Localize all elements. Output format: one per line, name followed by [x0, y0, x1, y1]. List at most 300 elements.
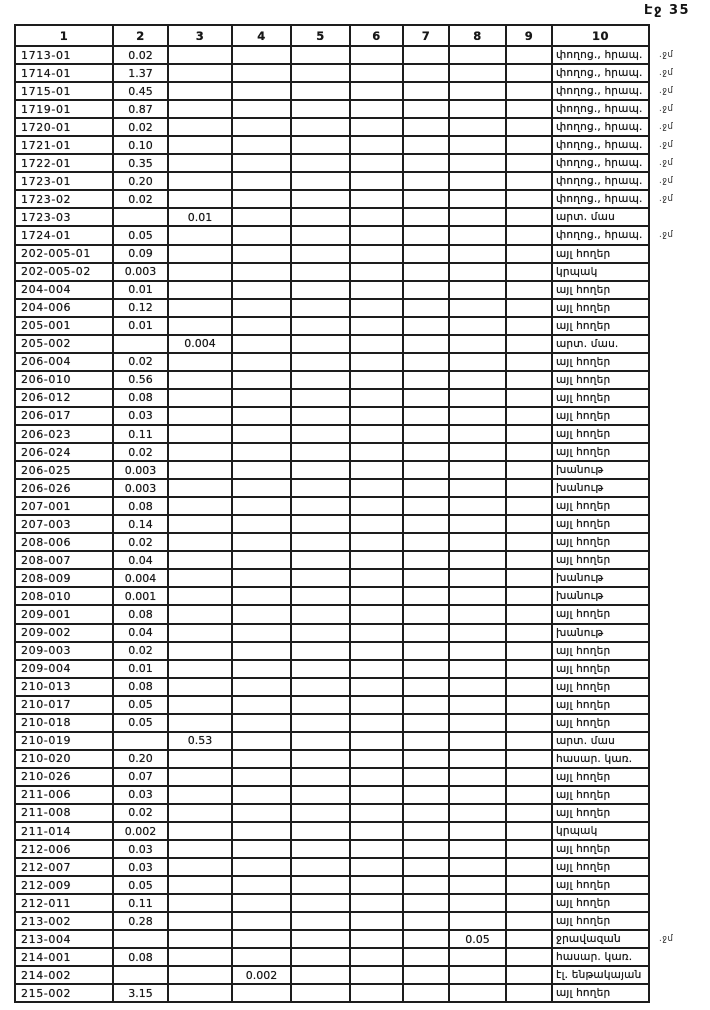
cell-parcel-code: 1713-01: [15, 46, 113, 64]
cell-value-col2: 0.08: [113, 605, 168, 623]
cell-land-use: այլ հողեր: [552, 678, 649, 696]
cell-value-col8: [449, 804, 506, 822]
cell-value-col3: [168, 858, 232, 876]
table-row: [15, 605, 709, 623]
cell-value-col7: [403, 190, 449, 208]
table-row: [15, 226, 709, 244]
cell-land-use: այլ հողեր: [552, 804, 649, 822]
table-row: [15, 966, 709, 984]
cell-value-col5: [291, 371, 350, 389]
cell-value-col4: [232, 118, 291, 136]
cell-parcel-code: 206-010: [15, 371, 113, 389]
cell-value-col7: [403, 750, 449, 768]
cell-value-col3: [168, 569, 232, 587]
cell-value-col7: [403, 497, 449, 515]
margin-note: [649, 389, 709, 407]
cell-value-col6: [350, 984, 403, 1002]
cell-value-col2: 0.87: [113, 100, 168, 118]
cell-parcel-code: 210-020: [15, 750, 113, 768]
table-row: [15, 678, 709, 696]
cell-value-col9: [506, 136, 552, 154]
cell-value-col3: [168, 190, 232, 208]
margin-note: [649, 912, 709, 930]
margin-note: [649, 750, 709, 768]
cell-land-use: այլ հողեր: [552, 281, 649, 299]
cell-value-col3: [168, 696, 232, 714]
cell-land-use: այլ հողեր: [552, 605, 649, 623]
margin-note: [649, 786, 709, 804]
cell-value-col6: [350, 136, 403, 154]
cell-value-col2: 0.02: [113, 642, 168, 660]
cell-value-col6: [350, 299, 403, 317]
cell-value-col5: [291, 984, 350, 1002]
cell-parcel-code: 1723-02: [15, 190, 113, 208]
cell-parcel-code: 205-001: [15, 317, 113, 335]
cell-value-col7: [403, 407, 449, 425]
cell-value-col5: [291, 317, 350, 335]
cell-value-col6: [350, 948, 403, 966]
cell-value-col3: [168, 624, 232, 642]
cell-value-col2: 0.04: [113, 624, 168, 642]
margin-note: [649, 515, 709, 533]
cell-value-col9: [506, 245, 552, 263]
cell-value-col6: [350, 461, 403, 479]
cell-value-col3: [168, 389, 232, 407]
cell-value-col5: [291, 425, 350, 443]
cell-value-col5: [291, 894, 350, 912]
cell-value-col9: [506, 281, 552, 299]
cell-value-col6: [350, 930, 403, 948]
cell-value-col5: [291, 136, 350, 154]
cell-value-col4: [232, 822, 291, 840]
cell-value-col8: [449, 894, 506, 912]
cell-value-col7: [403, 930, 449, 948]
cell-land-use: հասար. կառ.: [552, 948, 649, 966]
cell-land-use: այլ հողեր: [552, 642, 649, 660]
cell-parcel-code: 1722-01: [15, 154, 113, 172]
cell-value-col6: [350, 894, 403, 912]
margin-note: [649, 263, 709, 281]
cell-value-col6: [350, 569, 403, 587]
cell-value-col7: [403, 154, 449, 172]
cell-value-col9: [506, 678, 552, 696]
cell-value-col2: 0.20: [113, 172, 168, 190]
margin-note: [649, 840, 709, 858]
cell-value-col8: [449, 245, 506, 263]
cell-value-col2: 0.56: [113, 371, 168, 389]
cell-parcel-code: 213-004: [15, 930, 113, 948]
cell-value-col4: [232, 984, 291, 1002]
cell-value-col3: [168, 443, 232, 461]
margin-note: [649, 407, 709, 425]
cell-value-col8: [449, 136, 506, 154]
cell-value-col9: [506, 154, 552, 172]
cell-parcel-code: 212-009: [15, 876, 113, 894]
cell-value-col4: [232, 732, 291, 750]
cell-parcel-code: 210-026: [15, 768, 113, 786]
cell-value-col9: [506, 750, 552, 768]
cell-land-use: խանութ: [552, 461, 649, 479]
cell-value-col6: [350, 786, 403, 804]
cell-value-col2: 0.07: [113, 768, 168, 786]
cell-value-col9: [506, 822, 552, 840]
cell-parcel-code: 206-012: [15, 389, 113, 407]
cell-value-col9: [506, 353, 552, 371]
table-row: [15, 100, 709, 118]
cell-value-col4: [232, 894, 291, 912]
cell-value-col7: [403, 587, 449, 605]
cell-value-col2: 0.003: [113, 479, 168, 497]
cell-value-col2: 0.08: [113, 497, 168, 515]
column-header-1: 1: [15, 25, 113, 46]
cell-value-col8: [449, 587, 506, 605]
table-row: [15, 299, 709, 317]
cell-value-col7: [403, 876, 449, 894]
margin-note: [649, 714, 709, 732]
margin-note: [649, 660, 709, 678]
cell-value-col9: [506, 335, 552, 353]
cell-value-col8: [449, 876, 506, 894]
cell-value-col2: 0.03: [113, 840, 168, 858]
table-row: [15, 642, 709, 660]
cell-value-col4: [232, 389, 291, 407]
cell-value-col5: [291, 479, 350, 497]
cell-value-col5: [291, 353, 350, 371]
cell-land-use: արտ. մաս.: [552, 335, 649, 353]
cell-value-col3: [168, 226, 232, 244]
cell-value-col2: [113, 966, 168, 984]
cell-value-col6: [350, 696, 403, 714]
cell-value-col5: [291, 118, 350, 136]
cell-value-col4: [232, 64, 291, 82]
cell-value-col4: [232, 154, 291, 172]
cell-value-col9: [506, 461, 552, 479]
table-row: [15, 840, 709, 858]
data-table: [14, 24, 710, 1003]
cell-value-col8: [449, 208, 506, 226]
cell-value-col8: [449, 786, 506, 804]
cell-value-col8: [449, 732, 506, 750]
cell-value-col8: [449, 172, 506, 190]
margin-note: [649, 984, 709, 1002]
cell-value-col6: [350, 678, 403, 696]
cell-value-col2: 0.09: [113, 245, 168, 263]
cell-value-col5: [291, 533, 350, 551]
cell-value-col6: [350, 226, 403, 244]
cell-value-col4: [232, 912, 291, 930]
cell-value-col6: [350, 281, 403, 299]
table-row: [15, 768, 709, 786]
cell-value-col8: [449, 840, 506, 858]
cell-land-use: այլ հողեր: [552, 371, 649, 389]
cell-value-col8: [449, 407, 506, 425]
cell-value-col3: 0.004: [168, 335, 232, 353]
cell-value-col9: [506, 533, 552, 551]
cell-value-col9: [506, 263, 552, 281]
table-row: [15, 317, 709, 335]
cell-value-col3: [168, 46, 232, 64]
cell-value-col5: [291, 263, 350, 281]
cell-value-col8: [449, 118, 506, 136]
cell-value-col9: [506, 497, 552, 515]
cell-value-col3: [168, 984, 232, 1002]
cell-value-col9: [506, 786, 552, 804]
cell-value-col2: 0.003: [113, 263, 168, 281]
cell-value-col6: [350, 966, 403, 984]
cell-value-col8: [449, 605, 506, 623]
cell-value-col2: 0.10: [113, 136, 168, 154]
cell-value-col8: [449, 660, 506, 678]
table-row: [15, 732, 709, 750]
cell-value-col5: [291, 172, 350, 190]
cell-value-col4: [232, 696, 291, 714]
cell-value-col2: 0.05: [113, 876, 168, 894]
cell-value-col6: [350, 497, 403, 515]
cell-value-col4: [232, 100, 291, 118]
cell-value-col9: [506, 226, 552, 244]
cell-value-col5: [291, 335, 350, 353]
cell-value-col7: [403, 245, 449, 263]
table-row: [15, 822, 709, 840]
cell-land-use: փողոց., հրապ.: [552, 154, 649, 172]
cell-value-col2: 0.45: [113, 82, 168, 100]
cell-land-use: էլ. ենթակայան: [552, 966, 649, 984]
cell-parcel-code: 213-002: [15, 912, 113, 930]
cell-value-col8: [449, 425, 506, 443]
cell-value-col2: 0.03: [113, 786, 168, 804]
margin-note: [649, 624, 709, 642]
cell-parcel-code: 211-014: [15, 822, 113, 840]
cell-value-col6: [350, 245, 403, 263]
cell-value-col5: [291, 768, 350, 786]
table-header-row: [15, 25, 709, 46]
cell-value-col3: [168, 281, 232, 299]
cell-parcel-code: 1715-01: [15, 82, 113, 100]
cell-value-col4: [232, 190, 291, 208]
cell-land-use: փողոց., հրապ.: [552, 64, 649, 82]
table-row: [15, 912, 709, 930]
table-row: [15, 136, 709, 154]
table-row: [15, 208, 709, 226]
margin-note-header-spacer: [649, 25, 709, 46]
page-number: Էջ 35: [644, 3, 691, 18]
cell-value-col7: [403, 984, 449, 1002]
cell-value-col5: [291, 642, 350, 660]
cell-value-col7: [403, 353, 449, 371]
cell-value-col7: [403, 858, 449, 876]
cell-value-col7: [403, 226, 449, 244]
cell-parcel-code: 206-017: [15, 407, 113, 425]
cell-value-col7: [403, 46, 449, 64]
cell-value-col8: [449, 966, 506, 984]
cell-value-col5: [291, 154, 350, 172]
table-body: [15, 46, 709, 1002]
margin-note: [649, 569, 709, 587]
cell-value-col8: [449, 443, 506, 461]
cell-land-use: փողոց., հրապ.: [552, 226, 649, 244]
cell-value-col2: 0.20: [113, 750, 168, 768]
cell-value-col8: [449, 948, 506, 966]
cell-value-col4: [232, 245, 291, 263]
cell-land-use: փողոց., հրապ.: [552, 46, 649, 64]
cell-value-col5: [291, 678, 350, 696]
cell-value-col4: [232, 678, 291, 696]
table-row: [15, 479, 709, 497]
cell-value-col3: [168, 353, 232, 371]
cell-value-col2: 0.14: [113, 515, 168, 533]
cell-value-col7: [403, 840, 449, 858]
cell-value-col3: [168, 515, 232, 533]
cell-value-col9: [506, 660, 552, 678]
cell-value-col4: [232, 804, 291, 822]
cell-value-col2: 0.001: [113, 587, 168, 605]
cell-value-col8: [449, 281, 506, 299]
cell-value-col4: [232, 569, 291, 587]
cell-value-col4: [232, 407, 291, 425]
cell-value-col4: [232, 317, 291, 335]
cell-value-col5: [291, 389, 350, 407]
cell-parcel-code: 210-017: [15, 696, 113, 714]
cell-land-use: արտ. մաս: [552, 732, 649, 750]
cell-parcel-code: 209-003: [15, 642, 113, 660]
cell-value-col7: [403, 281, 449, 299]
margin-note: [649, 317, 709, 335]
margin-note: [649, 768, 709, 786]
cell-value-col3: [168, 930, 232, 948]
cell-value-col4: [232, 226, 291, 244]
cell-value-col7: [403, 461, 449, 479]
cell-value-col8: [449, 46, 506, 64]
cell-value-col4: [232, 497, 291, 515]
cell-value-col8: [449, 317, 506, 335]
cell-value-col3: [168, 64, 232, 82]
cell-value-col2: 0.11: [113, 425, 168, 443]
column-header-9: 9: [506, 25, 552, 46]
cell-parcel-code: 214-001: [15, 948, 113, 966]
margin-note: [649, 371, 709, 389]
cell-value-col9: [506, 82, 552, 100]
column-header-4: 4: [232, 25, 291, 46]
cell-value-col6: [350, 533, 403, 551]
cell-value-col4: [232, 208, 291, 226]
cell-value-col6: [350, 154, 403, 172]
cell-value-col6: [350, 443, 403, 461]
cell-value-col4: [232, 533, 291, 551]
cell-value-col5: [291, 840, 350, 858]
cell-value-col2: 3.15: [113, 984, 168, 1002]
cell-value-col3: [168, 371, 232, 389]
cell-value-col2: 0.11: [113, 894, 168, 912]
cell-value-col5: [291, 82, 350, 100]
cell-value-col6: [350, 479, 403, 497]
cell-land-use: այլ հողեր: [552, 425, 649, 443]
cell-value-col4: [232, 551, 291, 569]
cell-value-col5: [291, 714, 350, 732]
column-header-7: 7: [403, 25, 449, 46]
table-row: [15, 461, 709, 479]
table-row: [15, 714, 709, 732]
cell-value-col6: [350, 82, 403, 100]
cell-value-col9: [506, 605, 552, 623]
cell-parcel-code: 205-002: [15, 335, 113, 353]
cell-value-col5: [291, 100, 350, 118]
cell-value-col9: [506, 587, 552, 605]
cell-parcel-code: 212-006: [15, 840, 113, 858]
cell-value-col6: [350, 732, 403, 750]
cell-value-col2: 0.35: [113, 154, 168, 172]
cell-parcel-code: 206-025: [15, 461, 113, 479]
cell-land-use: փողոց., հրապ.: [552, 136, 649, 154]
cell-value-col6: [350, 317, 403, 335]
cell-value-col4: [232, 840, 291, 858]
cell-value-col3: [168, 660, 232, 678]
cell-value-col2: 0.12: [113, 299, 168, 317]
cell-value-col8: [449, 371, 506, 389]
table-row: [15, 569, 709, 587]
cell-value-col6: [350, 876, 403, 894]
table-row: [15, 335, 709, 353]
cell-value-col9: [506, 696, 552, 714]
cell-value-col6: [350, 353, 403, 371]
margin-note: .ջմ: [659, 934, 674, 945]
cell-value-col3: [168, 172, 232, 190]
cell-value-col4: [232, 136, 291, 154]
cell-parcel-code: 212-007: [15, 858, 113, 876]
cell-value-col8: [449, 912, 506, 930]
cell-value-col7: [403, 425, 449, 443]
cell-value-col8: [449, 389, 506, 407]
table-row: [15, 551, 709, 569]
cell-value-col8: [449, 515, 506, 533]
cell-value-col6: [350, 642, 403, 660]
cell-land-use: այլ հողեր: [552, 660, 649, 678]
cell-value-col3: [168, 750, 232, 768]
cell-value-col9: [506, 407, 552, 425]
cell-value-col3: [168, 840, 232, 858]
cell-value-col4: [232, 768, 291, 786]
cell-land-use: այլ հողեր: [552, 840, 649, 858]
cell-parcel-code: 208-010: [15, 587, 113, 605]
cell-value-col9: [506, 912, 552, 930]
cell-value-col6: [350, 714, 403, 732]
table-row: [15, 407, 709, 425]
cell-parcel-code: 1723-03: [15, 208, 113, 226]
cell-land-use: այլ հողեր: [552, 443, 649, 461]
cell-value-col2: 0.04: [113, 551, 168, 569]
cell-land-use: խանութ: [552, 569, 649, 587]
cell-land-use: այլ հողեր: [552, 786, 649, 804]
cell-value-col7: [403, 732, 449, 750]
cell-value-col5: [291, 660, 350, 678]
cell-parcel-code: 211-008: [15, 804, 113, 822]
cell-value-col8: [449, 569, 506, 587]
cell-value-col3: 0.01: [168, 208, 232, 226]
cell-value-col9: [506, 479, 552, 497]
cell-value-col8: [449, 750, 506, 768]
cell-value-col8: [449, 858, 506, 876]
margin-note: .ջմ: [659, 140, 674, 151]
cell-parcel-code: 208-006: [15, 533, 113, 551]
margin-note: [649, 732, 709, 750]
table-row: [15, 804, 709, 822]
cell-land-use: խանութ: [552, 624, 649, 642]
cell-value-col3: [168, 533, 232, 551]
cell-value-col5: [291, 804, 350, 822]
cell-value-col7: [403, 696, 449, 714]
cell-parcel-code: 214-002: [15, 966, 113, 984]
cell-value-col5: [291, 281, 350, 299]
cell-value-col5: [291, 497, 350, 515]
